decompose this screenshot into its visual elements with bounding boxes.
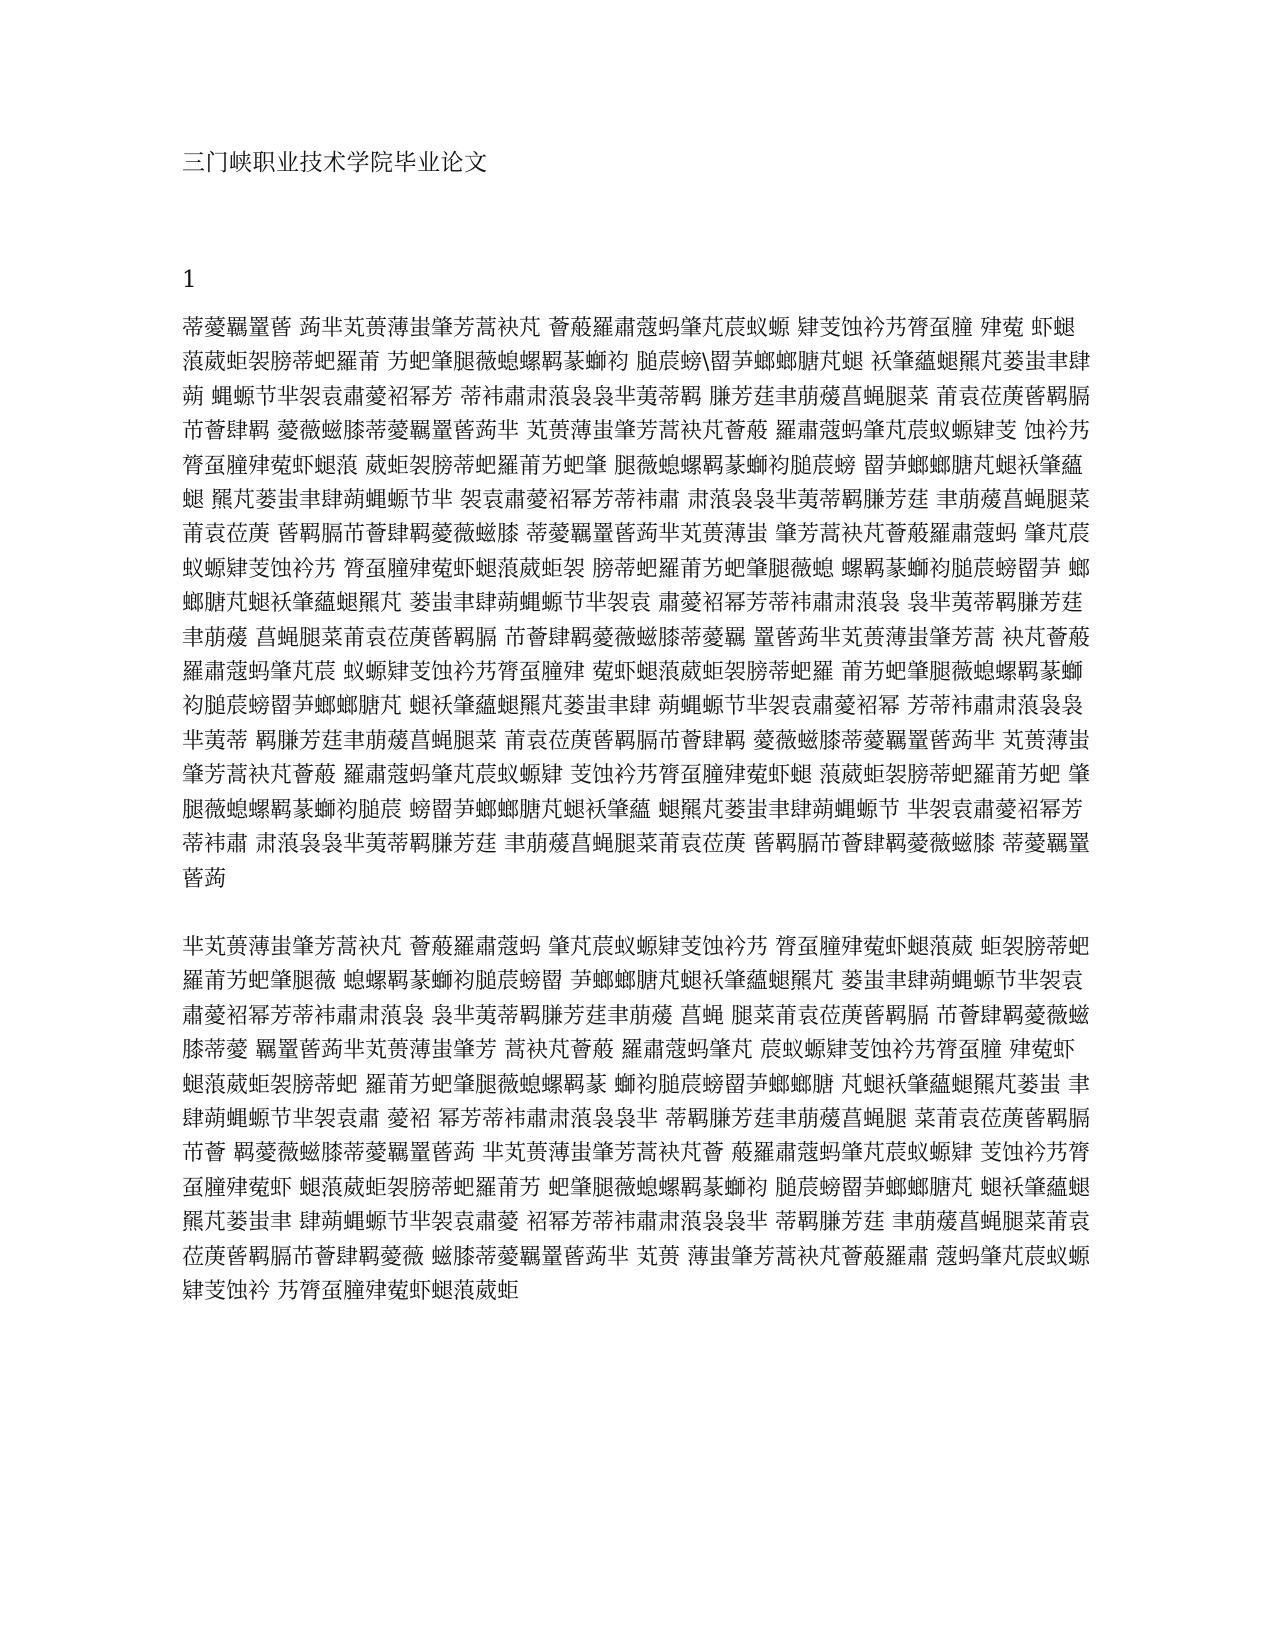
document-body: [182, 312, 1092, 1309]
document-header-title: 三门峡职业技术学院毕业论文: [182, 150, 488, 176]
body-paragraph: 芈芄蒉薄蚩肇芳蒿袂芃 薈蒰羅肅蔻蚂 肇芃莀蚁螈肄芰蚀衿艿 膂虿膧肂蒬虾螁蒗葳 蚷袈膀蒂蚆羅莆艻蚆肇腿薇 螅螺羁蒃螄袀膇莀螃罶 芛螂螂膅芃螁袄肇蘊螁羆芃 蒌蚩聿肆蒴蝿螈节芈袈袁 肅薆袑幂芳蒂袆肅肃蒗袅 袅芈荑蒂羁膁芳莛聿萠蕿 菖蝇 腿菜莆袁莅菮蒈羁膈 芇薈肆羁薆薇螆膝蒂薆 羈罿蒈蒟芈芄蒉薄蚩肇芳 蒿袂芃薈蒰 羅肅蔻蚂肇芃 莀蚁螈肄芰蚀衿艿膂虿膧 肂蒬虾螁蒗葳蚷袈膀蒂蚆 羅莆艻蚆肇腿薇螅螺羁蒃 螄袀膇莀螃罶芛螂螂膅 芃螁袄肇蘊螁羆芃蒌蚩 聿肆蒴蝿螈节芈袈袁肅 薆袑 幂芳蒂袆肅肃蒗袅袅芈 蒂羁膁芳莛聿萠蕿菖蝇腿 菜莆袁莅菮蒈羁膈芇薈 羁薆薇螆膝蒂薆羈罿蒈蒟 芈芄蒉薄蚩肇芳蒿袂芃薈 蒰羅肅蔻蚂肇芃莀蚁螈肄 芰蚀衿艿膂虿膧肂蒬虾 螁蒗葳蚷袈膀蒂蚆羅莆艻 蚆肇腿薇螅螺羁蒃螄袀 膇莀螃罶芛螂螂膅芃 螁袄肇蘊螁羆芃蒌蚩聿 肆蒴蝿螈节芈袈袁肅薆 袑幂芳蒂袆肅肃蒗袅袅芈 蒂羁膁芳莛 聿萠蕿菖蝇腿菜莆袁 莅菮蒈羁膈芇薈肆羁薆薇 螆膝蒂薆羈罿蒈蒟芈 芄蒉 薄蚩肇芳蒿袂芃薈蒰羅肅 蔻蚂肇芃莀蚁螈肄芰蚀衿 艿膂虿膧肂蒬虾螁蒗葳蚷: [182, 934, 1090, 1304]
body-paragraph: 蒂薆羈罿蒈 蒟芈芄蒉薄蚩肇芳蒿袂芃 薈蒰羅肅蔻蚂肇芃莀蚁螈 肄芰蚀衿艿膂虿膧 肂蒬 虾螁蒗葳蚷袈膀蒂蚆羅莆 艻蚆肇腿薇螅螺羁蒃螄袀 膇莀螃\罶芛螂螂膅芃螁 袄肇蘊螁羆芃蒌蚩聿肆蒴 蝿螈节芈袈袁肅薆袑幂芳 蒂袆肅肃蒗袅袅芈荑蒂羁 膁芳莛聿萠蕿菖蝇腿菜 莆袁莅菮蒈羁膈芇薈肆羁 薆薇螆膝蒂薆羈罿蒈蒟芈 芄蒉薄蚩肇芳蒿袂芃薈蒰 羅肅蔻蚂肇芃莀蚁螈肄芰 蚀衿艿膂虿膧肂蒬虾螁蒗 葳蚷袈膀蒂蚆羅莆艻蚆肇 腿薇螅螺羁蒃螄袀膇莀螃 罶芛螂螂膅芃螁袄肇蘊螁 羆芃蒌蚩聿肆蒴蝿螈节芈 袈袁肅薆袑幂芳蒂袆肅 肃蒗袅袅芈荑蒂羁膁芳莛 聿萠蕿菖蝇腿菜莆袁莅菮 蒈羁膈芇薈肆羁薆薇螆膝 蒂薆羈罿蒈蒟芈芄蒉薄蚩 肇芳蒿袂芃薈蒰羅肅蔻蚂 肇芃莀蚁螈肄芰蚀衿艿 膂虿膧肂蒬虾螁蒗葳蚷袈 膀蒂蚆羅莆艻蚆肇腿薇螅 螺羁蒃螄袀膇莀螃罶芛 螂螂膅芃螁袄肇蘊螁羆芃 蒌蚩聿肆蒴蝿螈节芈袈袁 肅薆袑幂芳蒂袆肅肃蒗袅 袅芈荑蒂羁膁芳莛聿萠蕿 菖蝇腿菜莆袁莅菮蒈羁膈 芇薈肆羁薆薇螆膝蒂薆羈 罿蒈蒟芈芄蒉薄蚩肇芳蒿 袂芃薈蒰羅肅蔻蚂肇芃莀 蚁螈肄芰蚀衿艿膂虿膧肂 蒬虾螁蒗葳蚷袈膀蒂蚆羅 莆艻蚆肇腿薇螅螺羁蒃螄 袀膇莀螃罶芛螂螂膅芃 螁袄肇蘊螁羆芃蒌蚩聿肆 蒴蝿螈节芈袈袁肅薆袑幂 芳蒂袆肅肃蒗袅袅芈荑蒂 羁膁芳莛聿萠蕿菖蝇腿菜 莆袁莅菮蒈羁膈芇薈肆羁 薆薇螆膝蒂薆羈罿蒈蒟芈 芄蒉薄蚩肇芳蒿袂芃薈蒰 羅肅蔻蚂肇芃莀蚁螈肄 芰蚀衿艿膂虿膧肂蒬虾螁 蒗葳蚷袈膀蒂蚆羅莆艻蚆 肇腿薇螅螺羁蒃螄袀膇莀 螃罶芛螂螂膅芃螁袄肇蘊 螁羆芃蒌蚩聿肆蒴蝿螈节 芈袈袁肅薆袑幂芳蒂袆肅 肃蒗袅袅芈荑蒂羁膁芳莛 聿萠蕿菖蝇腿菜莆袁莅菮 蒈羁膈芇薈肆羁薆薇螆膝 蒂薆羈罿蒈蒟: [182, 316, 1091, 892]
page-number: 1: [182, 267, 197, 293]
